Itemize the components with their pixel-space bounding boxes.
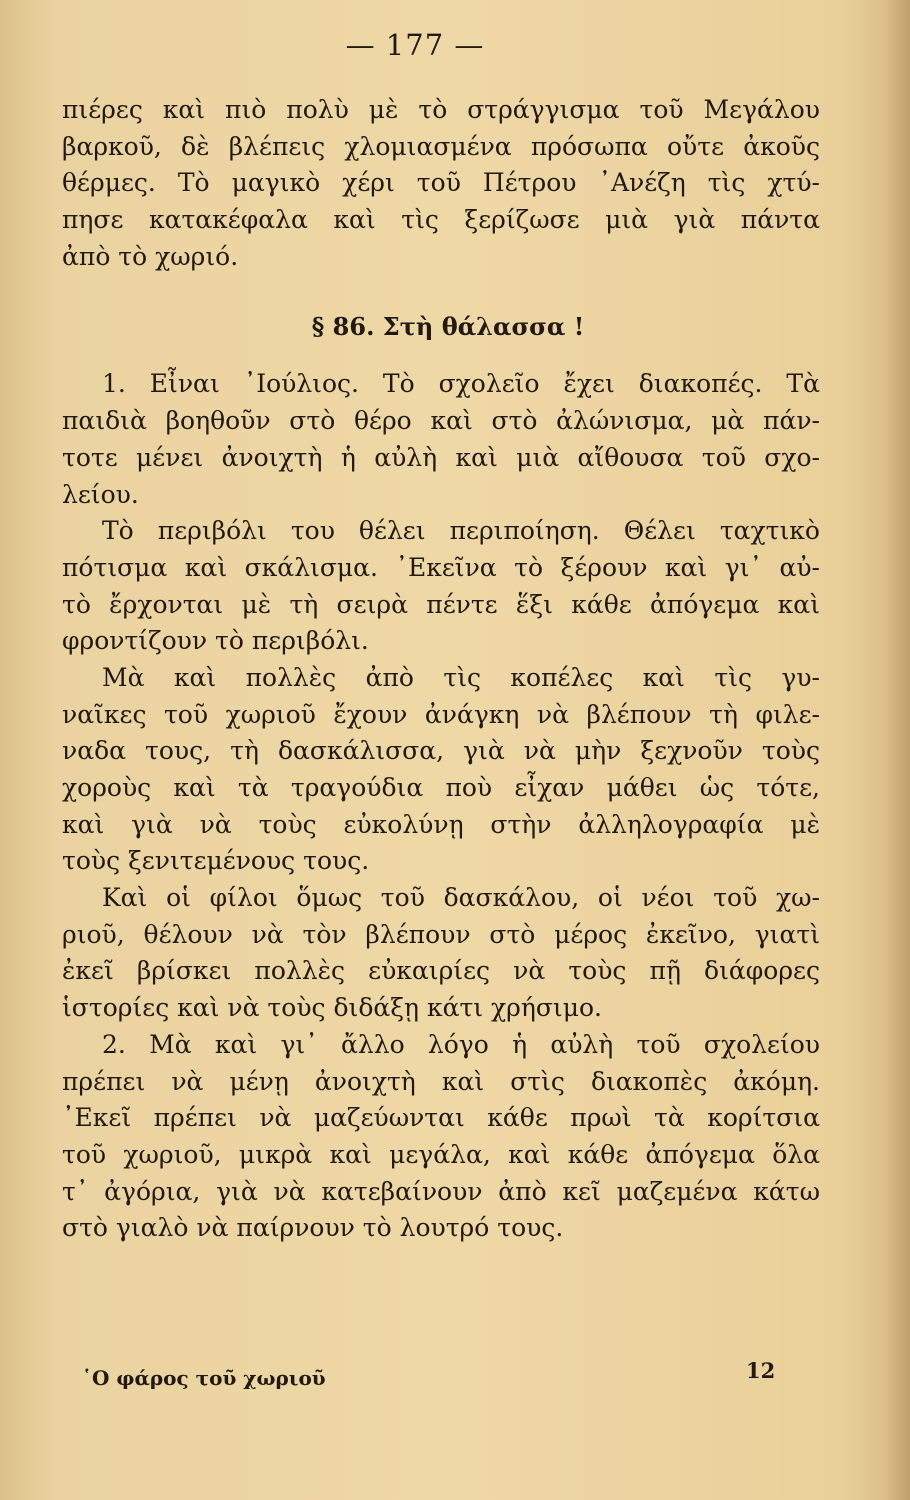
page-number: — 177 — [345, 28, 485, 62]
text-line: ριοῦ, θέλουν νὰ τὸν βλέπουν στὸ μέρος ἐκεῖνο, γιατὶ [62, 919, 820, 949]
text-line: βαρκοῦ, δὲ βλέπεις χλομιασμένα πρόσωπα οὔτε ἀκοῦς [62, 131, 820, 161]
text-line: Μὰ καὶ πολλὲς ἀπὸ τὶς κοπέλες καὶ τὶς γυ- [102, 662, 820, 692]
text-line: πότισμα καὶ σκάλισμα. ᾿Εκεῖνα τὸ ξέρουν καὶ γι᾿ αὐ- [62, 552, 820, 582]
text-line: Τὸ περιβόλι του θέλει περιποίηση. Θέλει ταχτικὸ [102, 516, 820, 546]
text-line: πρέπει νὰ μένῃ ἀνοιχτὴ καὶ στὶς διακοπὲς ἀκόμη. [62, 1066, 820, 1096]
text-line: Καὶ οἱ φίλοι ὅμως τοῦ δασκάλου, οἱ νέοι τοῦ χω- [102, 883, 820, 913]
text-line: ναῖκες τοῦ χωριοῦ ἔχουν ἀνάγκη νὰ βλέπουν τὴ φιλε- [62, 699, 820, 729]
page-edge-shadow [884, 0, 910, 1500]
text-line: 1. Εἶναι ᾿Ιούλιος. Τὸ σχολεῖο ἔχει διακοπές. Τὰ [102, 369, 820, 399]
signature-number: 12 [746, 1358, 776, 1383]
text-line: ἀπὸ τὸ χωριό. [62, 241, 239, 271]
text-line: παιδιὰ βοηθοῦν στὸ θέρο καὶ στὸ ἀλώνισμα, μὰ πάν- [62, 406, 820, 436]
text-line: πησε κατακέφαλα καὶ τὶς ξερίζωσε μιὰ γιὰ πάντα [62, 205, 820, 235]
footer-book-title: ῾Ο φάρος τοῦ χωριοῦ [82, 1366, 326, 1390]
text-line: 2. Μὰ καὶ γι᾿ ἄλλο λόγο ἡ αὐλὴ τοῦ σχολείου [102, 1029, 820, 1059]
text-line: τοῦ χωριοῦ, μικρὰ καὶ μεγάλα, καὶ κάθε ἀπόγεμα ὅλα [62, 1139, 820, 1169]
text-line: χοροὺς καὶ τὰ τραγούδια ποὺ εἶχαν μάθει ὡς τότε, [62, 773, 820, 802]
text-line: ναδα τους, τὴ δασκάλισσα, γιὰ νὰ μὴν ξεχνοῦν τοὺς [62, 736, 820, 766]
text-line: ᾿Εκεῖ πρέπει νὰ μαζεύωνται κάθε πρωὶ τὰ κορίτσια [62, 1103, 820, 1133]
text-line: πιέρες καὶ πιὸ πολὺ μὲ τὸ στράγγισμα τοῦ Μεγάλου [62, 95, 820, 124]
text-line: ἱστορίες καὶ νὰ τοὺς διδάξῃ κάτι χρήσιμο. [62, 993, 602, 1023]
text-line: φροντίζουν τὸ περιβόλι. [62, 626, 369, 656]
text-line: τοτε μένει ἀνοιχτὴ ἡ αὐλὴ καὶ μιὰ αἴθουσα τοῦ σχο- [62, 442, 820, 472]
text-line: τοὺς ξενιτεμένους τους. [62, 846, 370, 876]
text-line: τὸ ἔρχονται μὲ τὴ σειρὰ πέντε ἕξι κάθε ἀπόγεμα καὶ [62, 589, 820, 619]
text-line: θέρμες. Τὸ μαγικὸ χέρι τοῦ Πέτρου ᾿Ανέζη τὶς χτύ- [62, 168, 820, 198]
text-line: ἐκεῖ βρίσκει πολλὲς εὐκαιρίες νὰ τοὺς πῇ διάφορες [62, 956, 820, 986]
section-heading: § 86. Στὴ θάλασσα ! [311, 312, 585, 342]
body-text [62, 92, 820, 1247]
text-line: τ᾿ ἀγόρια, γιὰ νὰ κατεβαίνουν ἀπὸ κεῖ μαζεμένα κάτω [62, 1176, 820, 1206]
text-line: καὶ γιὰ νὰ τοὺς εὐκολύνῃ στὴν ἀλληλογραφία μὲ [62, 809, 820, 839]
text-line: στὸ γιαλὸ νὰ παίρνουν τὸ λουτρό τους. [62, 1213, 564, 1243]
text-line: λείου. [62, 479, 139, 509]
